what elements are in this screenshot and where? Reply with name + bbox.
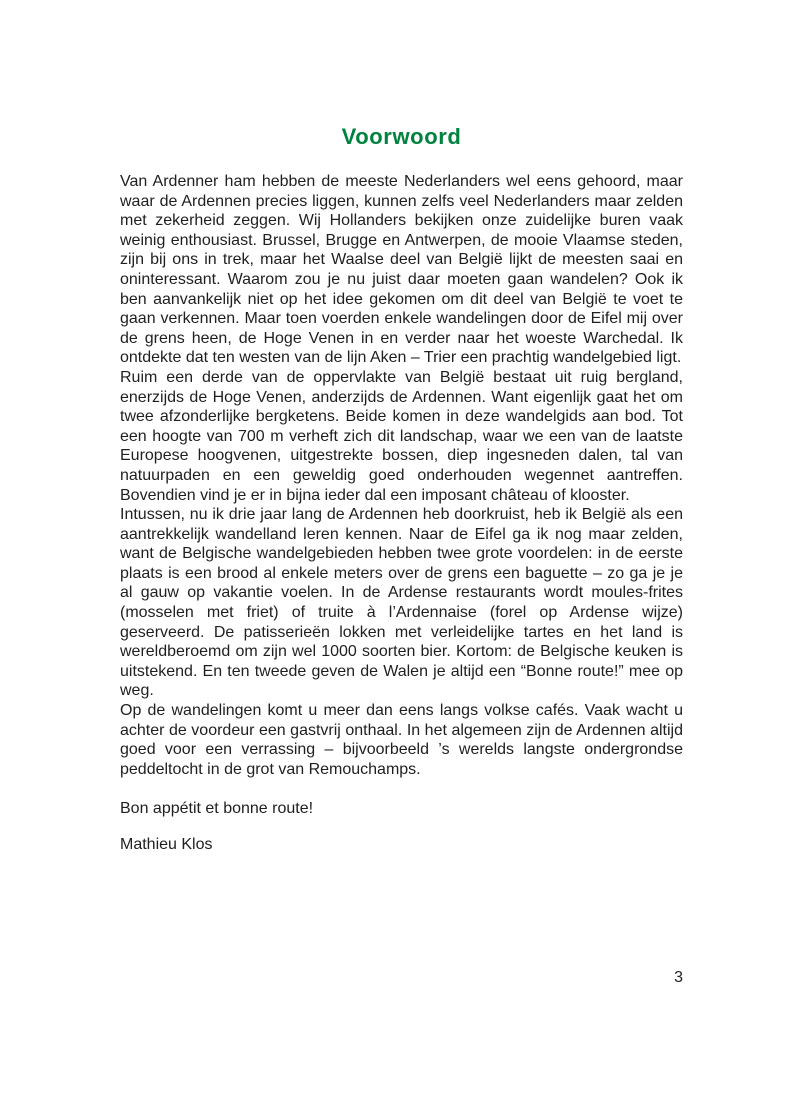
paragraph-3: Intussen, nu ik drie jaar lang de Ardennen heb doorkruist, heb ik België als een aantrekkelijk wandelland leren kennen. Naar de Eifel ga ik nog maar zelden, want de Belgische wandelgebieden hebben twee grote voordelen: in de eerste plaats is een brood al enkele meters over de grens een baguette – zo ga je je al gauw op vakantie voelen. In de Ardense restaurants wordt moules-frites (mosselen met friet) of truite à l’Ardennaise (forel op Ardense wijze) geserveerd. De patisserieën lokken met verleidelijke tartes en het land is wereldberoemd om zijn wel 1000 soorten bier. Kortom: de Belgische keuken is uitstekend. En ten tweede geven de Walen je altijd een “Bonne route!” mee op weg. — [120, 506, 683, 700]
page-number: 3 — [674, 969, 683, 986]
closing-line: Bon appétit et bonne route! — [120, 800, 314, 818]
author-name: Mathieu Klos — [120, 836, 213, 853]
paragraph-4: Op de wandelingen komt u meer dan eens langs volkse cafés. Vaak wacht u achter de voordeur een gastvrij onthaal. In het algemeen zijn de Ardennen altijd goed voor een verrassing – bijvoorbeeld ’s werelds langste ondergrondse peddeltocht in de grot van Remouchamps. — [120, 702, 683, 778]
foreword-body — [120, 172, 683, 779]
paragraph-2: Ruim een derde van de oppervlakte van België bestaat uit ruig bergland, enerzijds de Hoge Venen, anderzijds de Ardennen. Want eigenlijk gaat het om twee afzonderlijke bergketens. Beide komen in deze wandelgids aan bod. Tot een hoogte van 700 m verheft zich dit landschap, waar we een van de laatste Europese hoogvenen, uitgestrekte bossen, diep ingesneden dalen, tal van natuurpaden en een geweldig goed onderhouden wegennet aantreffen. Bovendien vind je er in bijna ieder dal een imposant château of klooster. — [120, 368, 683, 504]
document-page — [120, 0, 683, 855]
paragraph-1: Van Ardenner ham hebben de meeste Nederlanders wel eens gehoord, maar waar de Ardennen precies liggen, kunnen zelfs veel Nederlanders maar zelden met zekerheid zeggen. Wij Hollanders bekijken onze zuidelijke buren vaak weinig enthousiast. Brussel, Brugge en Antwerpen, de mooie Vlaamse steden, zijn bij ons in trek, maar het Waalse deel van België lijkt de meesten saai en oninteressant. Waarom zou je nu juist daar moeten gaan wandelen? Ook ik ben aanvankelijk niet op het idee gekomen om dit deel van België te voet te gaan verkennen. Maar toen voerden enkele wandelingen door de Eifel mij over de grens heen, de Hoge Venen in en verder naar het woeste Warchedal. Ik ontdekte dat ten westen van de lijn Aken – Trier een prachtig wandelgebied ligt. — [120, 173, 683, 367]
page-title: Voorwoord — [341, 124, 462, 149]
